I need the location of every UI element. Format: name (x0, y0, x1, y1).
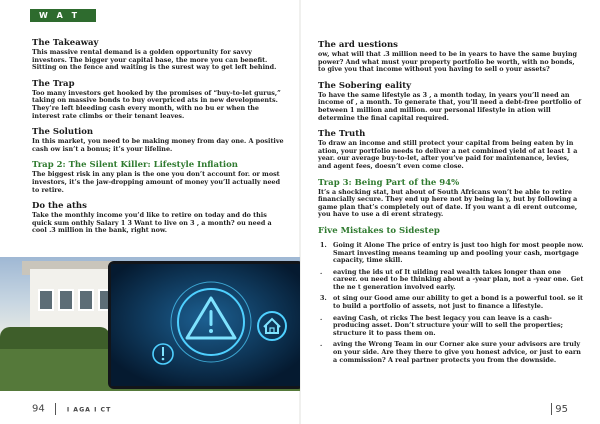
left-column (32, 38, 288, 235)
para-solution: In this market, you need to be making money from day one. A positive cash ow isn’t a bonus; it’s your lifeline. (32, 137, 284, 153)
list-item: . aving the Wrong Team in our Corner ake sure your advisors are truly on your side. Are they there to give you honest advice, or just to earn a commission? A real partner protects you from the downside. (320, 340, 581, 364)
page-number-right: 95 (555, 404, 568, 415)
para-do-the-maths: Take the monthly income you’d like to retire on today and do this quick sum onthly Salary 1 3 Want to live on 3 , a month? ou need a cool .3 million in the bank, right now. (32, 211, 272, 235)
list-item: 1. Going it Alone The price of entry is just too high for most people now. Smart investing means teaming up and pooling your cash, mortgage capacity, time skill. (320, 240, 584, 265)
heading-do-the-maths: Do the aths (32, 201, 87, 212)
para-truth: To draw an income and still protect your capital from being eaten by in ation, your portfolio needs to deliver a net combined yield of at least 1 a year. our average buy-to-let, after you’ve paid for maintenance, levies, and agent fees, doesn’t even come close. (318, 139, 578, 170)
right-page (300, 0, 600, 424)
para-takeaway: This massive rental demand is a golden opportunity for savvy investors. The bigger your capital base, the more you can benefit. Sitting on the fence and waiting is the surest way to get left behind. (32, 48, 277, 72)
right-column (318, 40, 584, 368)
heading-takeaway: The Takeaway (32, 38, 99, 48)
heading-sobering-reality: The Sobering eality (318, 80, 412, 91)
para-trap: Too many investors get hooked by the promises of “buy-to-let gurus,” taking on massive bonds to buy overpriced ats in new developments. They’re left bleeding cash every month, with no bu er when the interest rate climbs or their tenant leaves. (32, 88, 281, 120)
para-sobering-reality: To have the same lifestyle as 3 , a month today, in years you’ll need an income of , a month. To generate that, you’ll need a debt-free portfolio of between 1 million and million. our personal lifestyle in ation will determine the final capital required. (318, 90, 581, 122)
heading-trap: The Trap (32, 78, 75, 89)
magazine-name: I AGA I CT (66, 406, 112, 414)
list-item: . eaving the ids ut of It uilding real wealth takes longer than one career. ou need to be thinking about a -year plan, not a -year one. Get the ne t generation involved early. (320, 267, 584, 291)
list-item: . eaving Cash, ot ricks The best legacy you can leave is a cash-producing asset. Don’t structure your will to sell the properties; structure it to pass them on. (320, 313, 563, 337)
para-trap-2: The biggest risk in any plan is the one you don’t account for. or most investors, it’s the jaw-dropping amount of money you’ll actually need to retire. (32, 170, 281, 194)
section-tag: W A T (30, 9, 96, 22)
para-trap-3: It’s a shocking stat, but about of South Africans won’t be able to retire financially secure. They end up here not by being la y, but by following a game plan that’s completely out of date. If you want a di erent outcome, you have to use a di erent strategy. (318, 187, 578, 219)
list-item: 3. ot sing our Good ame our ability to get a bond is a powerful tool. se it to build a portfolio of assets, not just to finance a lifestyle. (320, 294, 583, 311)
laptop-screen (108, 261, 300, 389)
mistakes-list (318, 242, 584, 364)
heading-trap-2: Trap 2: The Silent Killer: Lifestyle Inflation (32, 160, 238, 171)
heading-truth: The Truth (318, 129, 366, 140)
heading-five-mistakes: Five Mistakes to Sidestep (318, 225, 440, 236)
heading-solution: The Solution (32, 127, 94, 138)
heading-hard-questions: The ard uestions (318, 40, 398, 50)
heading-trap-3: Trap 3: Being Part of the 94% (318, 177, 460, 188)
left-footer (32, 403, 111, 415)
para-hard-questions: ow, what will that .3 million need to be in years to have the same buying power? And what must your property portfolio be worth, with no bonds, to give you that income without you having to sell o your assets? (318, 50, 577, 74)
right-footer (551, 403, 568, 415)
laptop-warning-photo (0, 257, 300, 391)
page-number-left: 94 (32, 403, 45, 415)
